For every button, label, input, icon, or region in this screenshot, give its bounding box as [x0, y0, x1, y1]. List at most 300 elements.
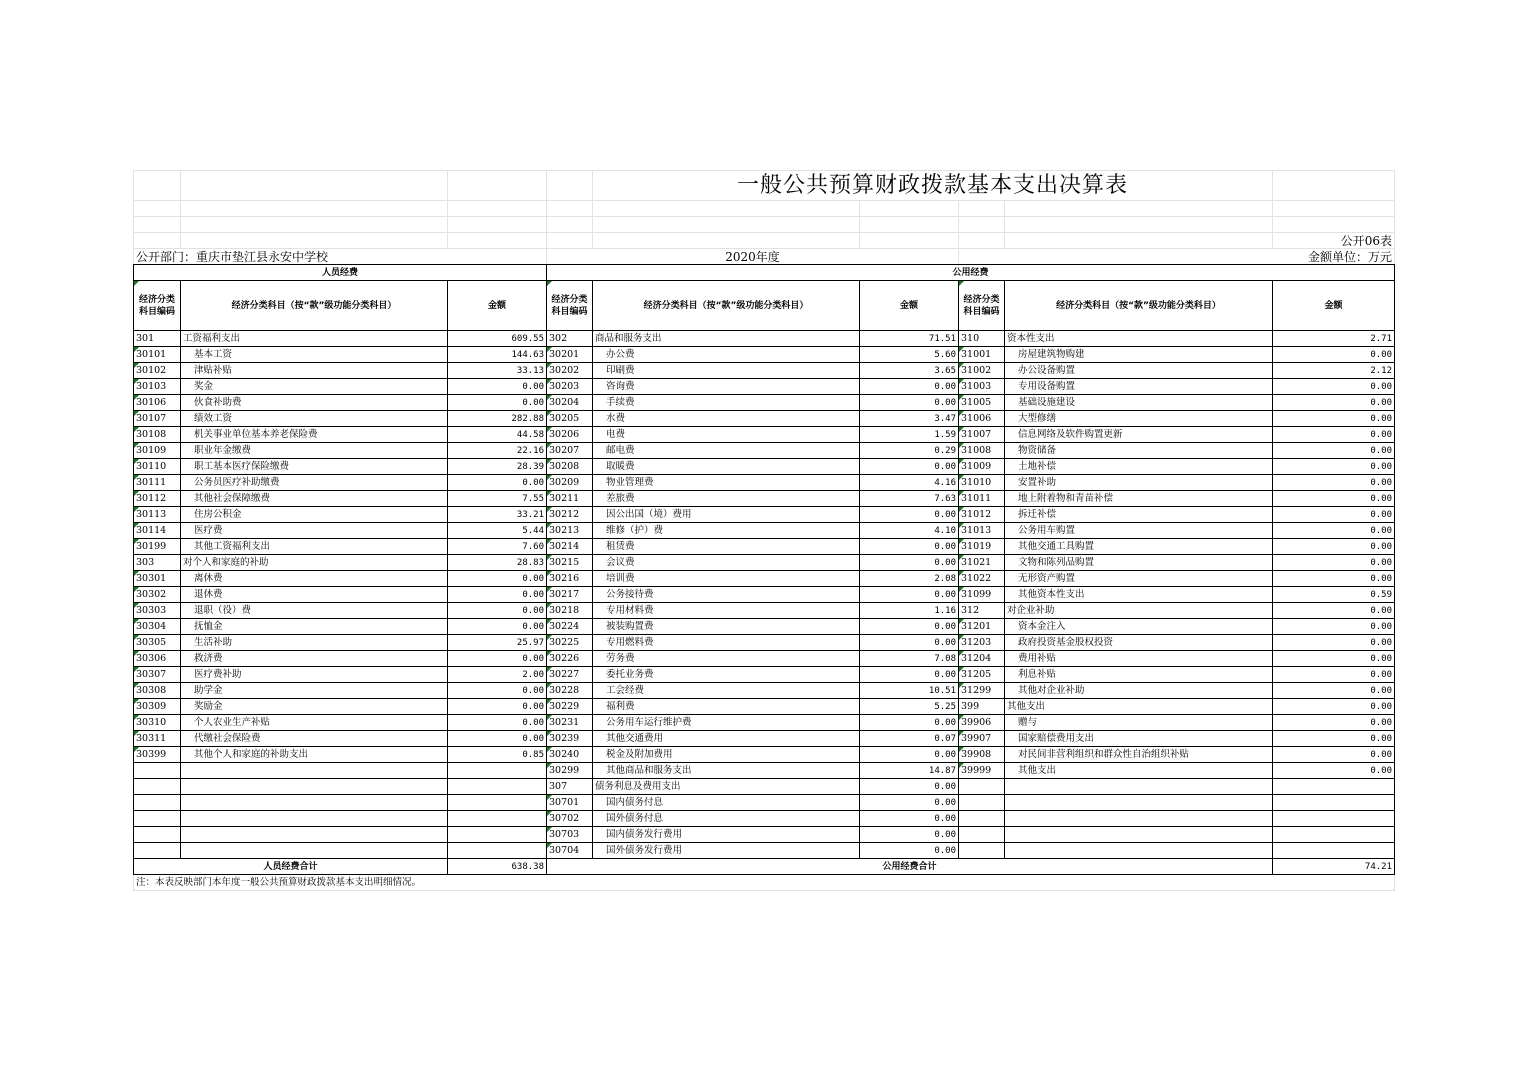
name-cell: 土地补偿 — [1005, 459, 1273, 475]
name-cell: 取暖费 — [593, 459, 860, 475]
code-cell: 31003 — [959, 379, 1005, 395]
amount-cell: 282.88 — [448, 411, 547, 427]
code-cell: 303 — [134, 555, 181, 571]
col-name-1: 经济分类科目（按“款”级功能分类科目） — [181, 281, 448, 331]
name-cell: 医疗费补助 — [181, 667, 448, 683]
amount-cell: 5.25 — [860, 699, 959, 715]
code-cell: 30703 — [547, 827, 593, 843]
code-cell: 31009 — [959, 459, 1005, 475]
code-cell: 30225 — [547, 635, 593, 651]
personnel-total-label: 人员经费合计 — [134, 859, 448, 875]
public-total-label: 公用经费合计 — [547, 859, 1273, 875]
amount-cell: 0.00 — [860, 555, 959, 571]
code-cell — [959, 827, 1005, 843]
amount-cell: 71.51 — [860, 331, 959, 347]
budget-table — [133, 170, 1395, 891]
name-cell: 福利费 — [593, 699, 860, 715]
amount-cell: 0.00 — [1273, 699, 1395, 715]
code-cell: 30306 — [134, 651, 181, 667]
name-cell — [1005, 779, 1273, 795]
name-cell: 其他社会保障缴费 — [181, 491, 448, 507]
table-row — [134, 427, 1395, 443]
name-cell: 资本金注入 — [1005, 619, 1273, 635]
amount-cell: 14.87 — [860, 763, 959, 779]
name-cell: 其他支出 — [1005, 763, 1273, 779]
name-cell: 对企业补助 — [1005, 603, 1273, 619]
amount-cell: 0.00 — [860, 827, 959, 843]
code-cell — [134, 811, 181, 827]
code-cell: 39907 — [959, 731, 1005, 747]
code-cell: 31021 — [959, 555, 1005, 571]
code-cell: 30308 — [134, 683, 181, 699]
table-row — [134, 651, 1395, 667]
amount-cell: 0.00 — [1273, 523, 1395, 539]
name-cell — [181, 779, 448, 795]
name-cell: 商品和服务支出 — [593, 331, 860, 347]
code-cell: 39906 — [959, 715, 1005, 731]
amount-cell: 0.00 — [1273, 715, 1395, 731]
amount-cell: 0.00 — [1273, 555, 1395, 571]
table-row — [134, 571, 1395, 587]
code-cell: 30212 — [547, 507, 593, 523]
amount-cell — [448, 811, 547, 827]
code-cell: 30309 — [134, 699, 181, 715]
amount-cell: 0.00 — [448, 699, 547, 715]
name-cell: 地上附着物和青苗补偿 — [1005, 491, 1273, 507]
code-cell: 30110 — [134, 459, 181, 475]
code-cell: 30112 — [134, 491, 181, 507]
amount-cell: 3.65 — [860, 363, 959, 379]
name-cell: 国内债务发行费用 — [593, 827, 860, 843]
code-cell — [134, 843, 181, 859]
code-cell: 30239 — [547, 731, 593, 747]
code-cell: 31012 — [959, 507, 1005, 523]
name-cell: 国家赔偿费用支出 — [1005, 731, 1273, 747]
code-cell: 30231 — [547, 715, 593, 731]
code-cell: 30224 — [547, 619, 593, 635]
name-cell: 专用材料费 — [593, 603, 860, 619]
name-cell: 公务用车运行维护费 — [593, 715, 860, 731]
amount-cell: 5.44 — [448, 523, 547, 539]
amount-cell: 7.08 — [860, 651, 959, 667]
code-cell: 30211 — [547, 491, 593, 507]
name-cell: 机关事业单位基本养老保险费 — [181, 427, 448, 443]
amount-cell: 1.59 — [860, 427, 959, 443]
name-cell: 对个人和家庭的补助 — [181, 555, 448, 571]
table-note: 注：本表反映部门本年度一般公共预算财政拨款基本支出明细情况。 — [134, 875, 1395, 891]
amount-cell: 0.00 — [448, 715, 547, 731]
amount-cell: 0.00 — [860, 843, 959, 859]
code-cell: 30101 — [134, 347, 181, 363]
code-cell: 30109 — [134, 443, 181, 459]
col-code-1: 经济分类科目编码 — [134, 281, 181, 331]
amount-cell: 0.00 — [1273, 347, 1395, 363]
code-cell: 30229 — [547, 699, 593, 715]
amount-cell: 28.83 — [448, 555, 547, 571]
code-cell: 30227 — [547, 667, 593, 683]
code-cell: 30199 — [134, 539, 181, 555]
name-cell: 被装购置费 — [593, 619, 860, 635]
amount-cell: 7.55 — [448, 491, 547, 507]
table-row — [134, 811, 1395, 827]
code-cell: 30299 — [547, 763, 593, 779]
amount-cell: 0.00 — [860, 379, 959, 395]
amount-cell: 0.00 — [1273, 763, 1395, 779]
amount-cell: 0.00 — [448, 571, 547, 587]
name-cell: 税金及附加费用 — [593, 747, 860, 763]
name-cell: 印刷费 — [593, 363, 860, 379]
code-cell — [134, 827, 181, 843]
code-cell: 30207 — [547, 443, 593, 459]
code-cell: 30310 — [134, 715, 181, 731]
code-cell: 30111 — [134, 475, 181, 491]
table-row — [134, 507, 1395, 523]
code-cell: 30213 — [547, 523, 593, 539]
name-cell: 政府投资基金股权投资 — [1005, 635, 1273, 651]
amount-cell: 0.00 — [1273, 667, 1395, 683]
name-cell: 公务用车购置 — [1005, 523, 1273, 539]
amount-cell: 0.00 — [448, 603, 547, 619]
name-cell: 奖金 — [181, 379, 448, 395]
amount-cell: 0.00 — [1273, 683, 1395, 699]
amount-cell: 1.16 — [860, 603, 959, 619]
name-cell: 工资福利支出 — [181, 331, 448, 347]
code-cell: 30240 — [547, 747, 593, 763]
name-cell: 退职（役）费 — [181, 603, 448, 619]
name-cell: 会议费 — [593, 555, 860, 571]
name-cell: 职工基本医疗保险缴费 — [181, 459, 448, 475]
amount-cell: 0.00 — [1273, 635, 1395, 651]
name-cell: 助学金 — [181, 683, 448, 699]
table-row — [134, 603, 1395, 619]
code-cell: 31201 — [959, 619, 1005, 635]
col-name-2: 经济分类科目（按“款”级功能分类科目） — [593, 281, 860, 331]
amount-cell: 0.00 — [448, 395, 547, 411]
name-cell — [181, 843, 448, 859]
col-name-3: 经济分类科目（按“款”级功能分类科目） — [1005, 281, 1273, 331]
name-cell: 租赁费 — [593, 539, 860, 555]
name-cell: 资本性支出 — [1005, 331, 1273, 347]
personnel-total-value: 638.38 — [448, 859, 547, 875]
table-row — [134, 827, 1395, 843]
amount-cell: 7.63 — [860, 491, 959, 507]
table-row — [134, 555, 1395, 571]
amount-cell: 5.60 — [860, 347, 959, 363]
name-cell — [181, 763, 448, 779]
expenditure-sheet — [133, 170, 1394, 891]
table-row — [134, 635, 1395, 651]
code-cell: 30216 — [547, 571, 593, 587]
name-cell: 差旅费 — [593, 491, 860, 507]
name-cell: 其他交通费用 — [593, 731, 860, 747]
name-cell: 抚恤金 — [181, 619, 448, 635]
code-cell: 30399 — [134, 747, 181, 763]
code-cell: 30108 — [134, 427, 181, 443]
amount-cell: 0.00 — [448, 683, 547, 699]
table-row — [134, 843, 1395, 859]
name-cell: 国外债务付息 — [593, 811, 860, 827]
amount-cell — [1273, 843, 1395, 859]
code-cell: 30102 — [134, 363, 181, 379]
code-cell: 31205 — [959, 667, 1005, 683]
name-cell — [181, 827, 448, 843]
name-cell: 救济费 — [181, 651, 448, 667]
code-cell — [959, 779, 1005, 795]
code-cell: 307 — [547, 779, 593, 795]
code-cell: 31001 — [959, 347, 1005, 363]
table-row — [134, 731, 1395, 747]
code-cell — [959, 811, 1005, 827]
name-cell: 其他工资福利支出 — [181, 539, 448, 555]
amount-cell: 0.00 — [448, 475, 547, 491]
name-cell: 安置补助 — [1005, 475, 1273, 491]
amount-cell: 4.10 — [860, 523, 959, 539]
name-cell: 咨询费 — [593, 379, 860, 395]
code-cell: 30201 — [547, 347, 593, 363]
code-cell: 30202 — [547, 363, 593, 379]
table-row — [134, 587, 1395, 603]
code-cell: 399 — [959, 699, 1005, 715]
amount-cell: 4.16 — [860, 475, 959, 491]
name-cell: 拆迁补偿 — [1005, 507, 1273, 523]
amount-cell: 0.00 — [1273, 507, 1395, 523]
code-cell: 30217 — [547, 587, 593, 603]
code-cell: 31008 — [959, 443, 1005, 459]
name-cell: 国内债务付息 — [593, 795, 860, 811]
name-cell: 其他对企业补助 — [1005, 683, 1273, 699]
name-cell: 邮电费 — [593, 443, 860, 459]
amount-cell — [1273, 779, 1395, 795]
amount-cell: 2.12 — [1273, 363, 1395, 379]
code-cell: 30208 — [547, 459, 593, 475]
name-cell: 电费 — [593, 427, 860, 443]
code-cell: 30301 — [134, 571, 181, 587]
amount-cell: 0.00 — [448, 587, 547, 603]
code-cell: 30214 — [547, 539, 593, 555]
amount-cell: 0.00 — [860, 635, 959, 651]
table-row — [134, 715, 1395, 731]
name-cell: 公务员医疗补助缴费 — [181, 475, 448, 491]
table-row — [134, 795, 1395, 811]
code-cell — [134, 795, 181, 811]
name-cell: 手续费 — [593, 395, 860, 411]
name-cell: 文物和陈列品购置 — [1005, 555, 1273, 571]
code-cell: 30701 — [547, 795, 593, 811]
code-cell: 30226 — [547, 651, 593, 667]
name-cell: 专用设备购置 — [1005, 379, 1273, 395]
code-cell: 31099 — [959, 587, 1005, 603]
amount-cell — [1273, 827, 1395, 843]
code-cell: 30228 — [547, 683, 593, 699]
amount-cell — [1273, 811, 1395, 827]
code-cell: 30702 — [547, 811, 593, 827]
amount-cell: 0.00 — [1273, 571, 1395, 587]
code-cell: 31005 — [959, 395, 1005, 411]
name-cell: 无形资产购置 — [1005, 571, 1273, 587]
code-cell: 30305 — [134, 635, 181, 651]
col-amount-1: 金额 — [448, 281, 547, 331]
name-cell — [181, 811, 448, 827]
name-cell: 办公费 — [593, 347, 860, 363]
amount-cell: 33.13 — [448, 363, 547, 379]
code-cell: 30206 — [547, 427, 593, 443]
code-cell: 30204 — [547, 395, 593, 411]
code-cell: 30307 — [134, 667, 181, 683]
amount-cell: 2.08 — [860, 571, 959, 587]
code-cell: 31299 — [959, 683, 1005, 699]
personnel-header: 人员经费 — [134, 265, 547, 281]
year-label: 2020年度 — [547, 249, 959, 265]
amount-cell: 2.00 — [448, 667, 547, 683]
name-cell: 大型修缮 — [1005, 411, 1273, 427]
amount-cell: 3.47 — [860, 411, 959, 427]
code-cell: 30209 — [547, 475, 593, 491]
code-cell: 30304 — [134, 619, 181, 635]
name-cell: 因公出国（境）费用 — [593, 507, 860, 523]
amount-cell: 0.00 — [860, 587, 959, 603]
table-row — [134, 667, 1395, 683]
amount-cell: 0.00 — [1273, 603, 1395, 619]
name-cell: 医疗费 — [181, 523, 448, 539]
amount-cell: 0.85 — [448, 747, 547, 763]
name-cell: 其他商品和服务支出 — [593, 763, 860, 779]
code-cell: 31019 — [959, 539, 1005, 555]
code-cell: 31011 — [959, 491, 1005, 507]
name-cell: 基础设施建设 — [1005, 395, 1273, 411]
code-cell: 30205 — [547, 411, 593, 427]
name-cell: 公务接待费 — [593, 587, 860, 603]
amount-cell: 0.00 — [1273, 427, 1395, 443]
name-cell: 委托业务费 — [593, 667, 860, 683]
amount-cell: 0.00 — [1273, 411, 1395, 427]
table-row — [134, 539, 1395, 555]
name-cell: 办公设备购置 — [1005, 363, 1273, 379]
col-amount-3: 金额 — [1273, 281, 1395, 331]
name-cell: 工会经费 — [593, 683, 860, 699]
amount-cell: 0.00 — [448, 379, 547, 395]
amount-cell: 0.00 — [1273, 475, 1395, 491]
name-cell: 伙食补助费 — [181, 395, 448, 411]
name-cell — [181, 795, 448, 811]
amount-cell — [448, 779, 547, 795]
amount-cell: 33.21 — [448, 507, 547, 523]
amount-cell: 0.00 — [860, 619, 959, 635]
amount-cell: 0.00 — [860, 395, 959, 411]
code-cell: 30215 — [547, 555, 593, 571]
amount-cell: 609.55 — [448, 331, 547, 347]
code-cell: 39999 — [959, 763, 1005, 779]
code-cell: 30203 — [547, 379, 593, 395]
table-row — [134, 747, 1395, 763]
name-cell: 维修（护）费 — [593, 523, 860, 539]
name-cell: 债务利息及费用支出 — [593, 779, 860, 795]
amount-cell: 0.00 — [1273, 619, 1395, 635]
amount-cell: 0.29 — [860, 443, 959, 459]
amount-cell — [448, 795, 547, 811]
amount-cell: 0.00 — [1273, 491, 1395, 507]
table-row — [134, 395, 1395, 411]
amount-cell: 0.00 — [1273, 459, 1395, 475]
table-row — [134, 523, 1395, 539]
amount-cell: 144.63 — [448, 347, 547, 363]
amount-cell — [448, 763, 547, 779]
amount-cell: 0.00 — [448, 731, 547, 747]
amount-cell: 0.00 — [860, 811, 959, 827]
amount-cell — [448, 827, 547, 843]
amount-cell: 22.16 — [448, 443, 547, 459]
code-cell: 31006 — [959, 411, 1005, 427]
code-cell — [134, 779, 181, 795]
name-cell: 专用燃料费 — [593, 635, 860, 651]
amount-cell: 0.00 — [1273, 379, 1395, 395]
amount-cell: 0.00 — [1273, 731, 1395, 747]
amount-cell: 0.00 — [860, 795, 959, 811]
name-cell: 赠与 — [1005, 715, 1273, 731]
table-row — [134, 619, 1395, 635]
amount-cell: 0.00 — [1273, 747, 1395, 763]
code-cell: 31010 — [959, 475, 1005, 491]
code-cell: 30113 — [134, 507, 181, 523]
col-amount-2: 金额 — [860, 281, 959, 331]
amount-cell: 25.97 — [448, 635, 547, 651]
table-row — [134, 363, 1395, 379]
code-cell: 31007 — [959, 427, 1005, 443]
code-cell: 31204 — [959, 651, 1005, 667]
code-cell: 310 — [959, 331, 1005, 347]
table-row — [134, 699, 1395, 715]
code-cell: 30302 — [134, 587, 181, 603]
name-cell: 费用补贴 — [1005, 651, 1273, 667]
amount-cell: 0.00 — [860, 747, 959, 763]
table-row — [134, 331, 1395, 347]
name-cell — [1005, 795, 1273, 811]
name-cell: 培训费 — [593, 571, 860, 587]
col-code-2: 经济分类科目编码 — [547, 281, 593, 331]
amount-cell: 0.07 — [860, 731, 959, 747]
amount-cell — [448, 843, 547, 859]
code-cell: 31022 — [959, 571, 1005, 587]
name-cell: 利息补贴 — [1005, 667, 1273, 683]
table-row — [134, 443, 1395, 459]
amount-cell: 28.39 — [448, 459, 547, 475]
amount-cell: 0.00 — [860, 539, 959, 555]
public-header: 公用经费 — [547, 265, 1395, 281]
amount-cell — [1273, 795, 1395, 811]
amount-cell: 0.00 — [860, 459, 959, 475]
amount-cell: 0.00 — [448, 619, 547, 635]
amount-cell: 0.00 — [1273, 651, 1395, 667]
page-title: 一般公共预算财政拨款基本支出决算表 — [593, 171, 1273, 201]
code-cell — [959, 795, 1005, 811]
name-cell: 信息网络及软件购置更新 — [1005, 427, 1273, 443]
name-cell: 对民间非营利组织和群众性自治组织补贴 — [1005, 747, 1273, 763]
unit-label: 金额单位：万元 — [959, 249, 1395, 265]
amount-cell: 0.00 — [448, 651, 547, 667]
name-cell — [1005, 811, 1273, 827]
name-cell: 劳务费 — [593, 651, 860, 667]
amount-cell: 10.51 — [860, 683, 959, 699]
name-cell: 其他个人和家庭的补助支出 — [181, 747, 448, 763]
amount-cell: 0.00 — [860, 715, 959, 731]
name-cell: 物业管理费 — [593, 475, 860, 491]
name-cell: 退休费 — [181, 587, 448, 603]
code-cell: 30107 — [134, 411, 181, 427]
code-cell: 30106 — [134, 395, 181, 411]
name-cell: 其他支出 — [1005, 699, 1273, 715]
department-label: 公开部门：重庆市垫江县永安中学校 — [134, 249, 547, 265]
code-cell: 312 — [959, 603, 1005, 619]
name-cell — [1005, 827, 1273, 843]
